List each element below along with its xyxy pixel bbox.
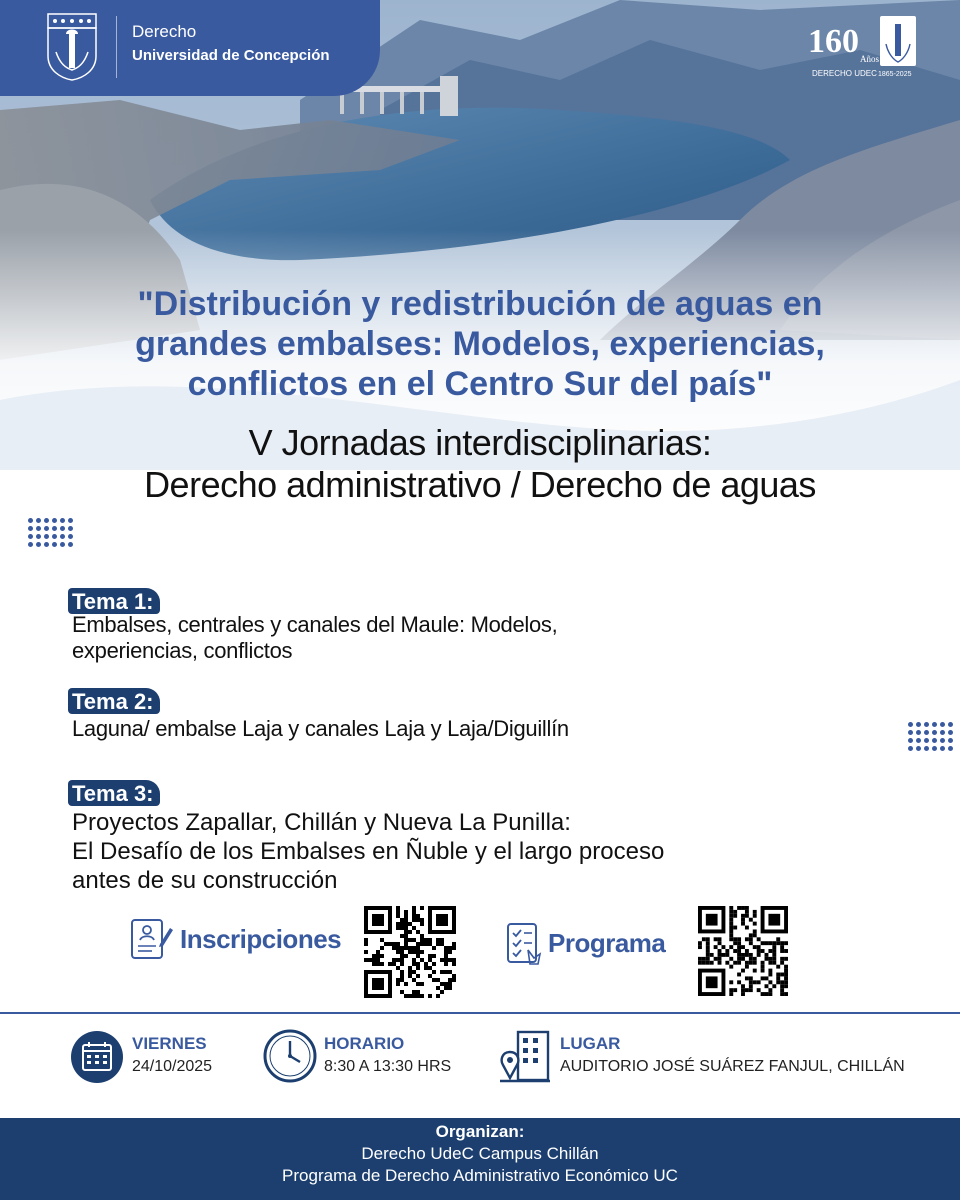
topic-1-label: Tema 1:	[68, 588, 160, 614]
organizers-footer	[0, 1118, 960, 1200]
event-title-line: grandes embalses: Modelos, experiencias,	[135, 325, 825, 363]
topic-3-text	[72, 808, 664, 895]
anniversary-caption: DERECHO UDEC	[812, 69, 877, 78]
brand-faculty: Derecho	[132, 22, 197, 41]
event-title-line: "Distribución y redistribución de aguas en	[137, 285, 823, 323]
organizer-1: Derecho UdeC Campus Chillán	[361, 1144, 599, 1163]
subtitle-line: V Jornadas interdisciplinarias:	[248, 422, 712, 463]
topic-1-line: Embalses, centrales y canales del Maule: Modelos,	[72, 612, 558, 637]
clock-icon	[262, 1028, 318, 1084]
place-label: LUGAR	[560, 1034, 621, 1053]
topic-3-line: Proyectos Zapallar, Chillán y Nueva La Punilla:	[72, 809, 571, 836]
subtitle-line: Derecho administrativo / Derecho de aguas	[144, 464, 816, 505]
topic-3-label: Tema 3:	[68, 780, 160, 806]
event-details-bar	[0, 1012, 960, 1112]
anniversary-word: Años	[860, 54, 880, 64]
topic-1-text	[72, 612, 557, 664]
organizer-2: Programa de Derecho Administrativo Económico UC	[282, 1166, 678, 1185]
anniversary-number: 160	[808, 23, 859, 60]
topic-1-line: experiencias, conflictos	[72, 638, 293, 663]
topic-2-label: Tema 2:	[68, 688, 160, 714]
event-title-line: conflictos en el Centro Sur del país"	[187, 365, 773, 403]
registration-link[interactable]: Inscripciones	[180, 924, 342, 954]
location-building-icon	[498, 1028, 552, 1084]
university-header	[0, 0, 380, 96]
topic-2-text	[72, 716, 569, 742]
event-place: AUDITORIO JOSÉ SUÁREZ FANJUL, CHILLÁN	[560, 1058, 905, 1075]
anniversary-logo	[808, 14, 926, 78]
dot-pattern-right	[908, 722, 953, 751]
brand-divider	[116, 16, 117, 78]
program-qr-code[interactable]	[698, 906, 788, 996]
topic-3-line: El Desafío de los Embalses en Ñuble y el largo proceso	[72, 838, 665, 865]
event-subtitle	[40, 422, 920, 506]
event-time: 8:30 A 13:30 HRS	[324, 1058, 452, 1075]
dot-pattern-left	[28, 518, 73, 547]
calendar-icon	[70, 1030, 124, 1084]
university-seal-icon	[46, 12, 98, 82]
program-link[interactable]: Programa	[548, 928, 666, 958]
event-date: 24/10/2025	[132, 1058, 213, 1075]
brand-university: Universidad de Concepción	[132, 47, 330, 64]
time-label: HORARIO	[324, 1034, 405, 1053]
organizers-heading: Organizan:	[435, 1122, 525, 1141]
topic-2-line: Laguna/ embalse Laja y canales Laja y Laja/Diguillín	[72, 716, 569, 741]
day-label: VIERNES	[132, 1034, 207, 1053]
form-edit-icon	[130, 916, 174, 962]
event-title	[40, 284, 920, 404]
registration-qr-code[interactable]	[364, 906, 456, 998]
checklist-icon	[504, 920, 544, 966]
anniversary-years: 1865-2025	[878, 71, 912, 78]
topic-3-line: antes de su construcción	[72, 867, 338, 894]
